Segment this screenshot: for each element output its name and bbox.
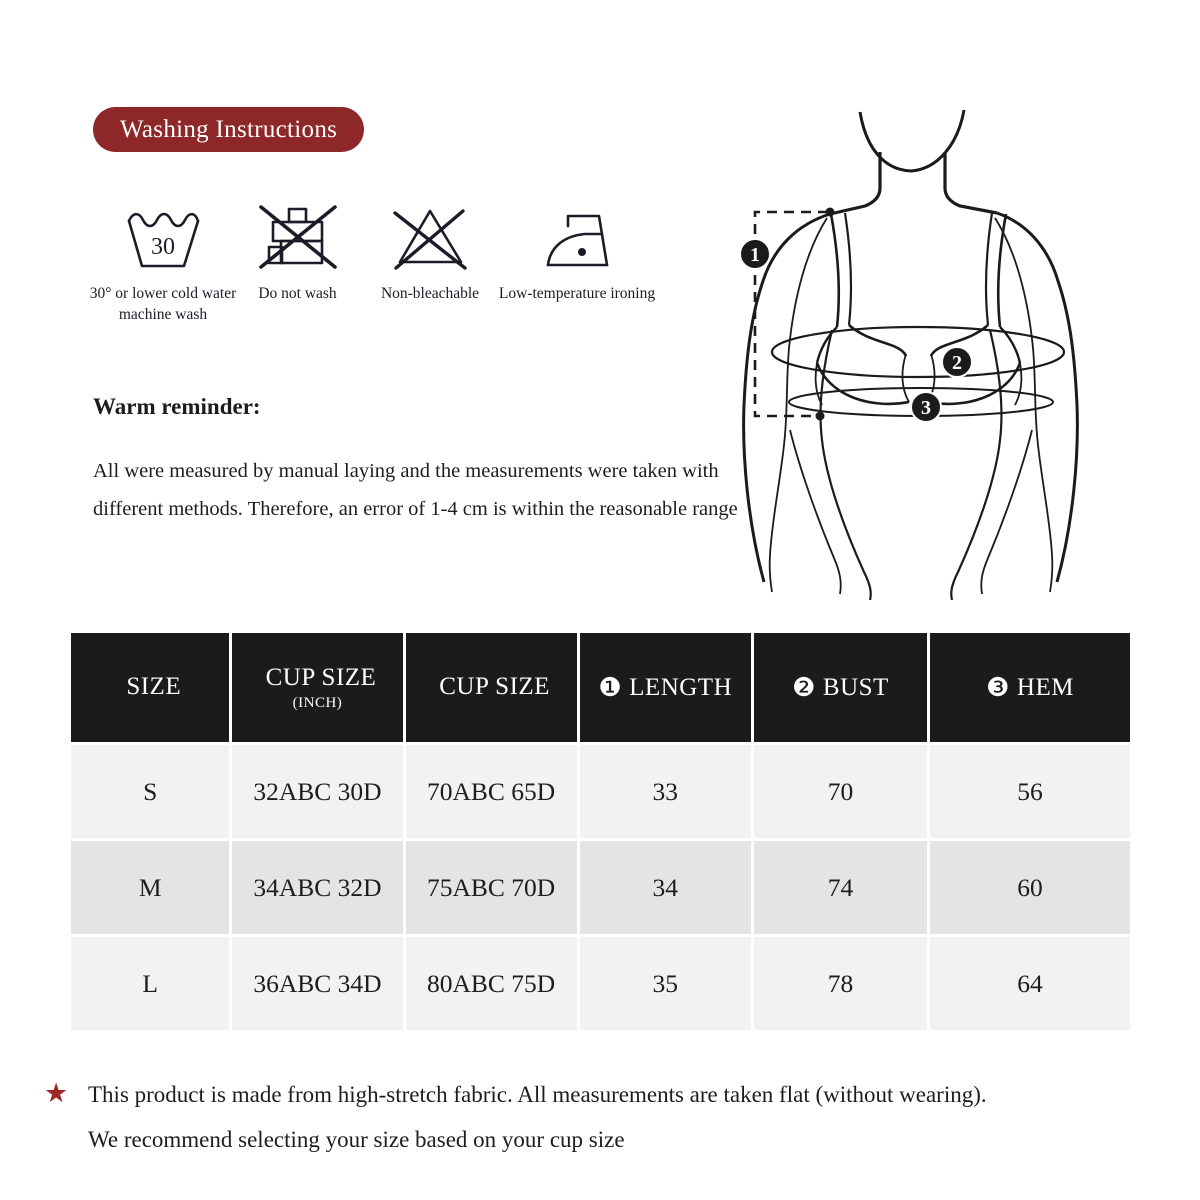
header-size: SIZE xyxy=(70,632,231,744)
table-row-l: L 36ABC 34D 80ABC 75D 35 78 64 xyxy=(70,936,1132,1032)
svg-text:2: 2 xyxy=(952,352,962,374)
header-cup-size: CUP SIZE xyxy=(404,632,578,744)
star-icon: ★ xyxy=(44,1078,69,1109)
figure-marker-2 xyxy=(942,347,972,377)
non-bleachable-icon xyxy=(390,198,470,272)
header-length: ❶ LENGTH xyxy=(578,632,752,744)
header-cup-size-inch: CUP SIZE (INCH) xyxy=(231,632,404,744)
figure-marker-1 xyxy=(740,239,770,269)
svg-text:1: 1 xyxy=(750,244,760,266)
care-label: Low-temperature ironing xyxy=(498,285,656,302)
wash-30-icon xyxy=(122,198,204,272)
circled-3-icon: ❸ xyxy=(986,672,1010,702)
washing-instructions-badge: Washing Instructions xyxy=(93,107,364,152)
note-line-1: This product is made from high-stretch fabric. All measurements are taken flat (without wearing). xyxy=(88,1082,987,1107)
care-item-do-not-wash xyxy=(225,198,370,304)
care-label: Do not wash xyxy=(258,285,337,302)
care-label: 30° or lower cold water machine wash xyxy=(89,285,237,323)
do-not-wash-icon xyxy=(258,198,338,272)
header-bust: ❷ BUST xyxy=(752,632,928,744)
warm-reminder-body: All were measured by manual laying and the measurements were taken with different methods. Therefore, an error of 1-4 cm is within the reasonable range xyxy=(93,460,738,520)
circled-2-icon: ❷ xyxy=(792,672,816,702)
table-row-m: M 34ABC 32D 75ABC 70D 34 74 60 xyxy=(70,840,1132,936)
care-item-non-bleachable xyxy=(355,198,505,304)
care-item-low-iron xyxy=(494,198,660,304)
table-header-row xyxy=(70,632,1132,744)
care-label: Non-bleachable xyxy=(380,285,480,302)
measurement-figure xyxy=(700,100,1120,600)
table-row-s: S 32ABC 30D 70ABC 65D 33 70 56 xyxy=(70,744,1132,840)
svg-text:3: 3 xyxy=(921,397,931,419)
svg-text:30: 30 xyxy=(151,234,175,260)
note-line-2: We recommend selecting your size based on your cup size xyxy=(88,1127,625,1152)
figure-marker-3 xyxy=(911,392,941,422)
care-item-machine-wash xyxy=(88,198,238,325)
low-temperature-ironing-icon xyxy=(537,198,617,272)
size-table xyxy=(68,630,1133,1033)
warm-reminder-title: Warm reminder: xyxy=(93,394,261,419)
header-hem: ❸ HEM xyxy=(929,632,1132,744)
circled-1-icon: ❶ xyxy=(598,672,623,702)
